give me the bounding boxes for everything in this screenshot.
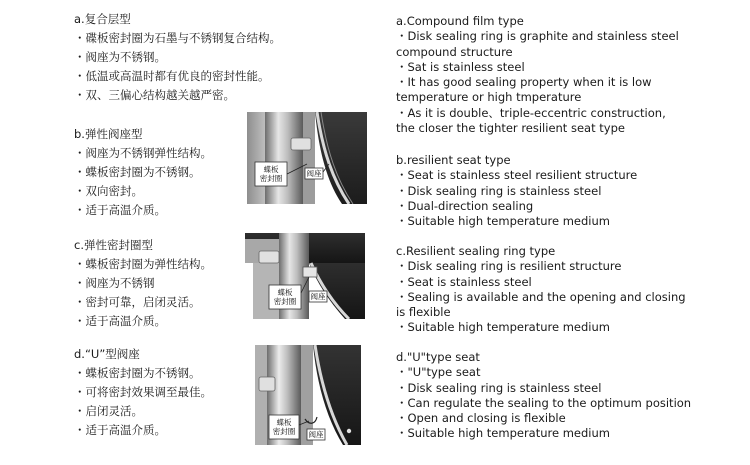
valve-diagram-resilient-ring <box>245 233 365 319</box>
list-item: ・碟板密封圈为石墨与不锈钢复合结构。 <box>74 31 281 45</box>
list-item: ・Seat is stainless steel resilient structure <box>396 168 638 183</box>
list-item: ・Disk sealing ring is resilient structure <box>396 259 622 274</box>
valve-diagram-u-seat <box>255 345 361 445</box>
en-section-a <box>396 14 696 136</box>
section-title: c.Resilient sealing ring type <box>396 244 556 258</box>
section-title: d."U"type seat <box>396 350 480 364</box>
list-item: ・It has good sealing property when it is low <box>396 75 652 90</box>
list-item: is flexible <box>396 305 451 320</box>
en-section-c <box>396 244 696 336</box>
label-seat: 阀座 <box>310 292 326 301</box>
list-item: ・密封可靠，启闭灵活。 <box>74 295 201 309</box>
list-item: ・Dual-direction sealing <box>396 198 534 213</box>
section-title: d.“U”型阀座 <box>74 347 140 361</box>
list-item: ・阀座为不锈钢。 <box>74 50 166 64</box>
list-item: ・Disk sealing ring is stainless steel <box>396 183 602 198</box>
list-item: ・阀座为不锈钢 <box>74 276 155 290</box>
cn-section-a <box>74 10 281 105</box>
cn-section-d <box>74 345 212 440</box>
label-seat: 阀座 <box>306 169 322 178</box>
list-item: ・蝶板密封圈为弹性结构。 <box>74 257 212 271</box>
en-section-d <box>396 350 696 442</box>
cn-section-b <box>74 125 212 220</box>
list-item: ・适于高温介质。 <box>74 423 166 437</box>
list-item: ・Suitable high temperature medium <box>396 320 610 335</box>
list-item: ・低温或高温时都有优良的密封性能。 <box>74 69 270 83</box>
valve-diagram-resilient-seat <box>247 112 367 204</box>
section-title: c.弹性密封圈型 <box>74 238 153 252</box>
list-item: ・适于高温介质。 <box>74 203 166 217</box>
section-title: a.复合层型 <box>74 12 131 26</box>
label-disc-seal-ring: 蝶板密封圈 <box>273 288 297 306</box>
list-item: ・As it is double、triple-eccentric construction, <box>396 105 666 120</box>
list-item: ・Sat is stainless steel <box>396 59 525 74</box>
list-item: the closer the tighter resilient seat type <box>396 121 625 136</box>
list-item: ・蝶板密封圈为不锈钢。 <box>74 165 201 179</box>
list-item: ・Sealing is available and the opening and closing <box>396 289 686 304</box>
en-section-b <box>396 153 696 229</box>
list-item: temperature or high tmperature <box>396 90 582 105</box>
list-item: ・Seat is stainless steel <box>396 274 532 289</box>
list-item: ・Can regulate the sealing to the optimum position <box>396 395 692 410</box>
list-item: ・启闭灵活。 <box>74 404 143 418</box>
section-title: b.resilient seat type <box>396 153 511 167</box>
list-item: ・可将密封效果调至最佳。 <box>74 385 212 399</box>
cn-section-c <box>74 236 212 331</box>
label-disc-seal-ring: 蝶板密封圈 <box>259 165 283 183</box>
list-item: ・阀座为不锈钢弹性结构。 <box>74 146 212 160</box>
list-item: ・Disk sealing ring is stainless steel <box>396 380 602 395</box>
list-item: ・Open and closing is flexible <box>396 411 566 426</box>
list-item: ・双向密封。 <box>74 184 143 198</box>
label-seat: 阀座 <box>308 430 324 439</box>
list-item: ・Suitable high temperature medium <box>396 214 610 229</box>
list-item: ・Disk sealing ring is graphite and stainless steel <box>396 29 679 44</box>
list-item: ・适于高温介质。 <box>74 314 166 328</box>
list-item: ・双、三偏心结构越关越严密。 <box>74 88 235 102</box>
list-item: compound structure <box>396 44 513 59</box>
list-item: ・Suitable high temperature medium <box>396 426 610 441</box>
label-disc-seal-ring: 蝶板密封圈 <box>272 418 296 436</box>
section-title: a.Compound film type <box>396 14 524 28</box>
list-item: ・"U"type seat <box>396 365 481 380</box>
section-title: b.弹性阀座型 <box>74 127 143 141</box>
list-item: ・蝶板密封圈为不锈钢。 <box>74 366 201 380</box>
